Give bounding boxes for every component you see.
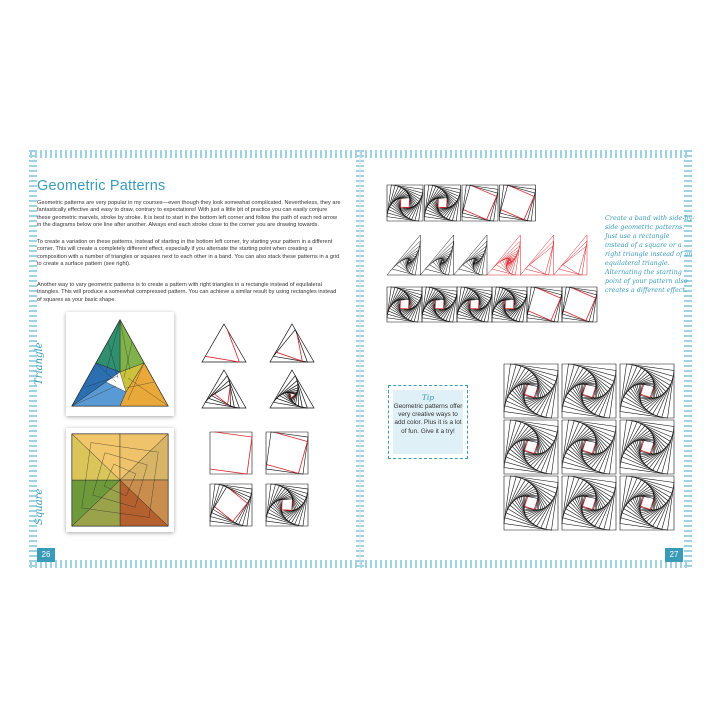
pattern-bands <box>383 183 603 333</box>
body-paragraph-3: Another way to vary geometric patterns is to create a pattern with right triangles in a rectangle instead of equilateral triangles. This will produce a somewhat compressed pattern. You can achieve a similar result by using rectangles instead of squares as your basic shape. <box>37 282 337 303</box>
page-title: Geometric Patterns <box>37 178 166 194</box>
colored-square-pattern-image <box>66 428 174 532</box>
square-pattern-grid <box>500 360 682 536</box>
tip-title: Tip <box>421 393 435 402</box>
triangle-label: Triangle <box>34 342 45 385</box>
colored-triangle-pattern-image <box>66 312 174 416</box>
tip-text: Geometric patterns offer very creative ways to add color. Plus it is a lot of fun. Give it a try! <box>393 403 463 435</box>
body-paragraph-2: To create a variation on these patterns, instead of starting in the bottom left corner, try starting your pattern in a different corner. This will create a completely different effect, especially if you alternate the starting point when creating a composition with a number of triangles or squares next to each other in a band. You can also stack these patterns in a grid to create a surface pattern (see right). <box>37 239 340 268</box>
square-label: Square <box>34 488 45 525</box>
body-paragraph-1: Geometric patterns are very popular in my courses—even though they look somewhat complicated. Nevertheless, they are fantastically effective and easy to draw, contrary to expectations! With just a little bit of practice you can easily conjure these geometric marvels, stroke by stroke. It is best to start in the bottom left corner and follow the path of each red arrow in the diagrams below one line after another. Always end each stroke close to the corner you are drawing towards. <box>37 200 341 229</box>
square-step-diagrams <box>204 428 326 532</box>
triangle-step-diagrams <box>200 320 325 412</box>
page-number-right: 27 <box>665 548 683 562</box>
page-number-left: 26 <box>37 548 55 562</box>
tip-box <box>388 385 468 459</box>
handwritten-note: Create a band with side-by-side geometric patterns. Just use a rectangle instead of a square or a right triangle instead of an equilateral triangle. Alternating the starting point of your pattern also creates a different effect. <box>605 214 695 294</box>
